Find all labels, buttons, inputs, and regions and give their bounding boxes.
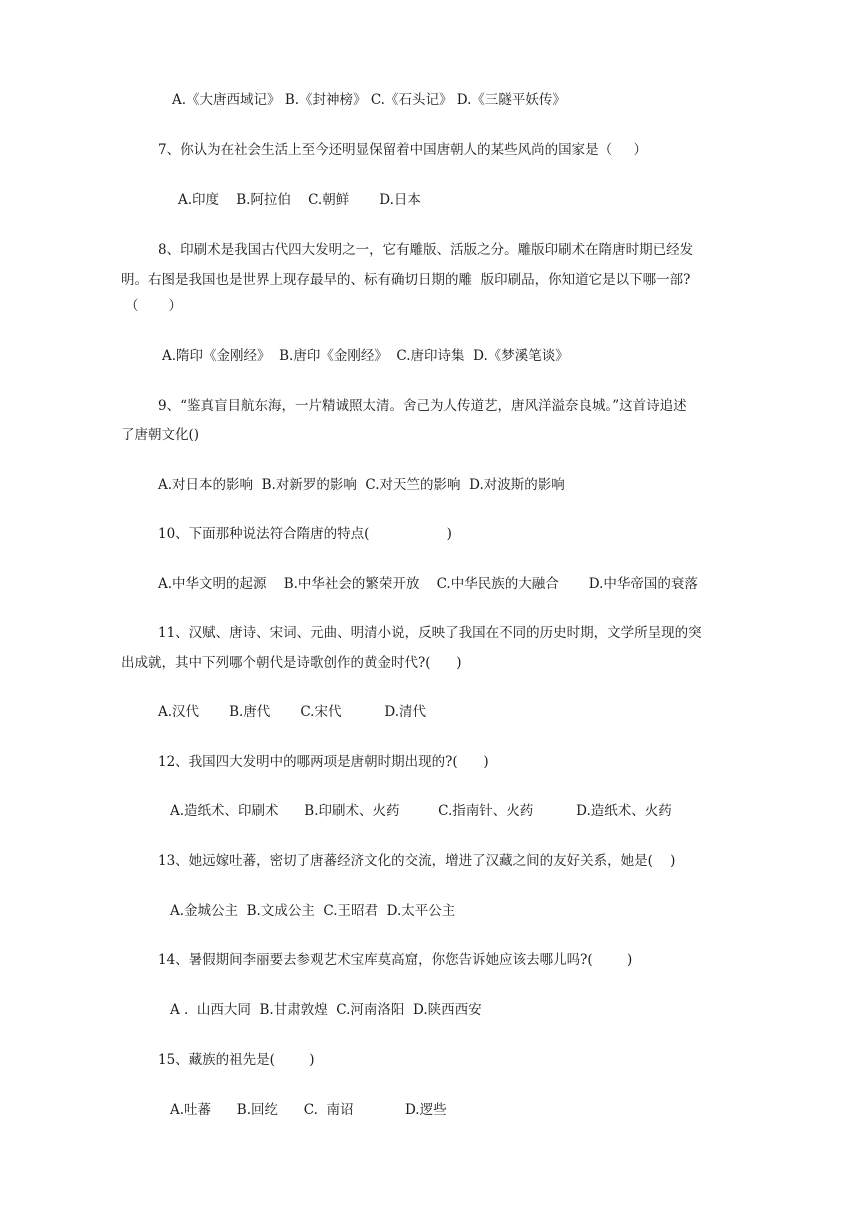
q14-options: A . 山西大同 B.甘肃敦煌 C.河南洛阳 D.陕西西安 (170, 1002, 482, 1018)
q14-question: 14、暑假期间李丽要去参观艺术宝库莫高窟，你您告诉她应该去哪儿吗?( ) (158, 952, 633, 968)
q8-options: A.隋印《金刚经》 B.唐印《金刚经》 C.唐印诗集 D.《梦溪笔谈》 (162, 348, 569, 364)
q9-question-line1: 9、“鉴真盲目航东海，一片精诚照太清。舍己为人传道艺，唐风洋溢奈良城。”这首诗追述 (158, 398, 687, 414)
q10-question: 10、下面那种说法符合隋唐的特点( ) (158, 526, 452, 542)
q15-options: A.吐蕃 B.回纥 C. 南诏 D.逻些 (170, 1102, 447, 1118)
q7-question: 7、你认为在社会生活上至今还明显保留着中国唐朝人的某些风尚的国家是（ ） (158, 142, 648, 158)
q8-question-line3: （ ） (125, 298, 183, 314)
q6-options: A.《大唐西域记》 B.《封神榜》 C.《石头记》 D.《三隧平妖传》 (172, 92, 566, 108)
q9-question-line2: 了唐朝文化() (121, 427, 200, 443)
q12-question: 12、我国四大发明中的哪两项是唐朝时期出现的?( ) (158, 754, 489, 770)
q11-question-line2: 出成就，其中下列哪个朝代是诗歌创作的黄金时代?( ) (121, 655, 462, 671)
q7-options: A.印度 B.阿拉伯 C.朝鲜 D.日本 (178, 192, 421, 208)
q11-question-line1: 11、汉赋、唐诗、宋词、元曲、明清小说，反映了我国在不同的历史时期，文学所呈现的突 (158, 625, 702, 641)
q11-options: A.汉代 B.唐代 C.宋代 D.清代 (158, 704, 427, 720)
q10-options: A.中华文明的起源 B.中华社会的繁荣开放 C.中华民族的大融合 D.中华帝国的衰落 (158, 576, 698, 592)
q9-options: A.对日本的影响 B.对新罗的影响 C.对天竺的影响 D.对波斯的影响 (158, 477, 565, 493)
q8-question-line1: 8、印刷术是我国古代四大发明之一，它有雕版、活版之分。雕版印刷术在隋唐时期已经发 (158, 242, 694, 258)
q13-question: 13、她远嫁吐蕃，密切了唐蕃经济文化的交流，增进了汉藏之间的友好关系，她是( ) (158, 853, 676, 869)
q15-question: 15、藏族的祖先是( ) (158, 1052, 315, 1068)
q8-question-line2: 明。右图是我国也是世界上现存最早的、标有确切日期的雕 版印刷品，你知道它是以下哪一部? (121, 272, 691, 288)
q12-options: A.造纸术、印刷术 B.印刷术、火药 C.指南针、火药 D.造纸术、火药 (170, 803, 672, 819)
q13-options: A.金城公主 B.文成公主 C.王昭君 D.太平公主 (170, 903, 456, 919)
